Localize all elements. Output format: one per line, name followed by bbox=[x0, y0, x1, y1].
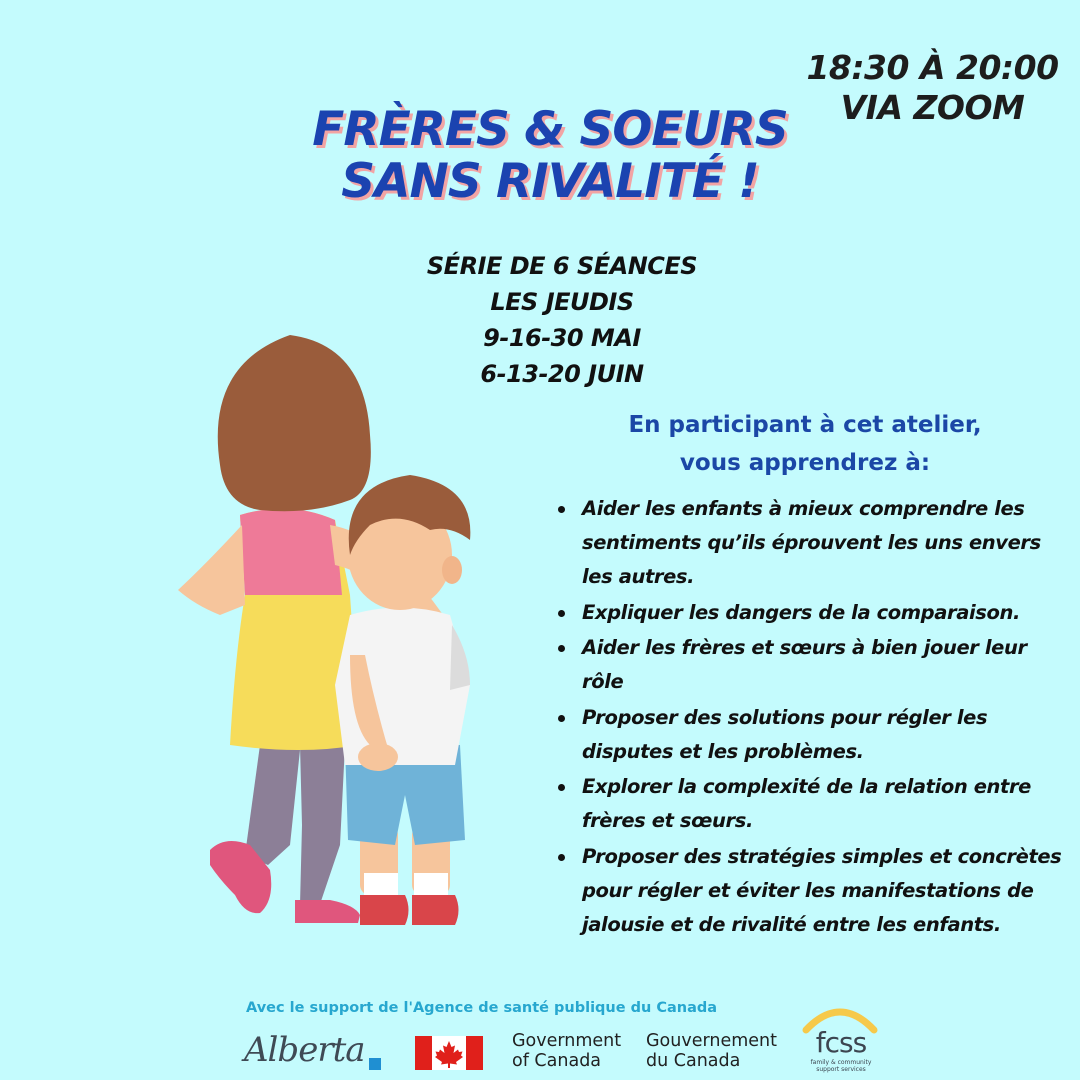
children-illustration bbox=[150, 325, 510, 945]
fcss-sub-line-2: support services bbox=[816, 1066, 866, 1073]
title-line-1: FRÈRES & SOEURS bbox=[312, 102, 788, 157]
time-platform: VIA ZOOM bbox=[840, 88, 1025, 127]
series-line: LES JEUDIS bbox=[490, 288, 634, 316]
bullet-dot bbox=[558, 715, 565, 722]
list-item bbox=[552, 596, 1072, 630]
series-line: 9-16-30 MAI bbox=[483, 324, 641, 352]
time-range: 18:30 À 20:00 bbox=[806, 48, 1059, 87]
list-item-text: Expliquer les dangers de la comparaison. bbox=[582, 600, 1020, 624]
gov-en-line-2: of Canada bbox=[512, 1051, 602, 1071]
list-item bbox=[552, 492, 1072, 594]
page-title bbox=[260, 104, 840, 208]
bullet-dot bbox=[558, 854, 565, 861]
list-item-text: Aider les enfants à mieux comprendre les sentiments qu’ils éprouvent les uns envers les autres. bbox=[582, 497, 1041, 588]
intro-line-2: vous apprendrez à: bbox=[679, 450, 931, 476]
gov-en-line-1: Government bbox=[512, 1031, 622, 1051]
bullet-dot bbox=[558, 784, 565, 791]
series-line: 6-13-20 JUIN bbox=[480, 360, 644, 388]
fcss-logo-text: fcss bbox=[815, 1026, 867, 1059]
series-line: SÉRIE DE 6 SÉANCES bbox=[426, 252, 698, 280]
bullet-dot bbox=[558, 506, 565, 513]
list-item bbox=[552, 701, 1072, 769]
fcss-logo-subtitle bbox=[806, 1059, 876, 1073]
alberta-logo-mark bbox=[369, 1058, 381, 1070]
list-item-text: Proposer des stratégies simples et concrètes pour régler et éviter les manifestations de jalousie et de rivalité entre les enfants. bbox=[582, 844, 1062, 936]
bullet-dot bbox=[558, 645, 565, 652]
title-line-2: SANS RIVALITÉ ! bbox=[341, 154, 759, 209]
list-item bbox=[552, 631, 1072, 699]
alberta-logo: Alberta bbox=[244, 1030, 365, 1070]
list-item bbox=[552, 840, 1072, 942]
gov-fr-line-2: du Canada bbox=[646, 1051, 741, 1071]
government-of-canada-wordmark-fr bbox=[646, 1031, 777, 1071]
government-of-canada-wordmark-en bbox=[512, 1031, 621, 1071]
support-text: Avec le support de l'Agence de santé publique du Canada bbox=[246, 1000, 718, 1016]
bullet-dot bbox=[558, 610, 565, 617]
list-item-text: Explorer la complexité de la relation entre frères et sœurs. bbox=[582, 775, 1031, 832]
intro-line-1: En participant à cet atelier, bbox=[628, 412, 982, 438]
list-item-text: Proposer des solutions pour régler les disputes et les problèmes. bbox=[582, 705, 988, 763]
list-item-text: Aider les frères et sœurs à bien jouer leur rôle bbox=[582, 636, 1027, 693]
list-item bbox=[552, 770, 1072, 838]
learning-list bbox=[552, 492, 1072, 943]
fcss-sub-line-1: family & community bbox=[810, 1059, 872, 1066]
gov-fr-line-1: Gouvernement bbox=[646, 1031, 777, 1051]
canada-flag-icon bbox=[415, 1036, 483, 1070]
intro-text bbox=[555, 406, 1055, 482]
